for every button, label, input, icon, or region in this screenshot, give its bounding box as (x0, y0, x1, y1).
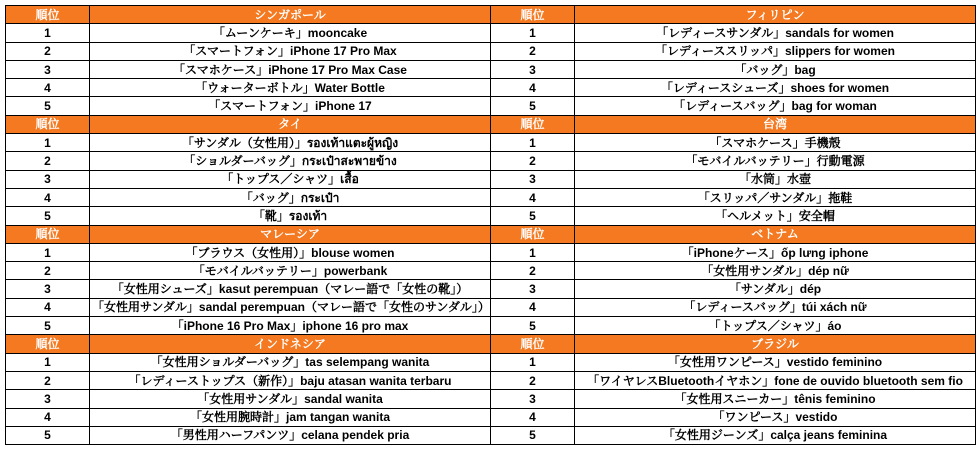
item-cell: 「女性用ショルダーバッグ」tas selempang wanita (90, 353, 491, 371)
rank-number: 3 (6, 280, 90, 298)
rank-number: 1 (491, 243, 575, 261)
table-row (6, 408, 976, 426)
country-name-philippines: フィリピン (575, 6, 976, 24)
rank-number: 2 (491, 42, 575, 60)
item-cell: 「iPhone 16 Pro Max」iphone 16 pro max (90, 317, 491, 335)
country-name-indonesia: インドネシア (90, 335, 491, 353)
item-cell: 「レディーストップス（新作）」baju atasan wanita terbaru (90, 371, 491, 389)
rank-column-header: 順位 (491, 335, 575, 353)
rank-column-header: 順位 (6, 225, 90, 243)
item-cell: 「女性用サンダル」sandal perempuan（マレー語で「女性のサンダル」） (90, 298, 491, 316)
rank-number: 4 (6, 188, 90, 206)
item-cell: 「サンダル（女性用）」รองเท้าแตะผู้หญิง (90, 134, 491, 152)
rank-number: 3 (491, 60, 575, 78)
table-row (6, 243, 976, 261)
rank-number: 4 (6, 79, 90, 97)
rank-number: 1 (491, 353, 575, 371)
item-cell: 「トップス／シャツ」áo (575, 317, 976, 335)
rank-number: 3 (491, 280, 575, 298)
rank-number: 5 (491, 426, 575, 444)
rank-column-header: 順位 (6, 115, 90, 133)
item-cell: 「ショルダーバッグ」กระเป๋าสะพายข้าง (90, 152, 491, 170)
table-row (6, 390, 976, 408)
country-name-taiwan: 台湾 (575, 115, 976, 133)
table-row (6, 371, 976, 389)
item-cell: 「レディースバッグ」túi xách nữ (575, 298, 976, 316)
item-cell: 「ワンピース」vestido (575, 408, 976, 426)
rank-number: 5 (6, 97, 90, 115)
country-header-row (6, 6, 976, 24)
rank-number: 1 (6, 353, 90, 371)
item-cell: 「女性用シューズ」kasut perempuan（マレー語で「女性の靴」） (90, 280, 491, 298)
rank-number: 4 (491, 188, 575, 206)
rank-column-header: 順位 (491, 6, 575, 24)
table-row (6, 262, 976, 280)
rank-number: 2 (6, 42, 90, 60)
rank-number: 5 (491, 207, 575, 225)
table-row (6, 426, 976, 444)
rank-number: 1 (491, 134, 575, 152)
table-row (6, 170, 976, 188)
rank-number: 3 (6, 170, 90, 188)
rank-number: 2 (491, 152, 575, 170)
item-cell: 「女性用サンダル」dép nữ (575, 262, 976, 280)
item-cell: 「スマホケース」手機殼 (575, 134, 976, 152)
item-cell: 「スマホケース」iPhone 17 Pro Max Case (90, 60, 491, 78)
rank-number: 4 (491, 298, 575, 316)
table-row (6, 280, 976, 298)
ranking-table (5, 5, 976, 445)
table-row (6, 60, 976, 78)
rank-number: 2 (6, 371, 90, 389)
item-cell: 「ヘルメット」安全帽 (575, 207, 976, 225)
item-cell: 「スマートフォン」iPhone 17 Pro Max (90, 42, 491, 60)
country-name-brazil: ブラジル (575, 335, 976, 353)
rank-number: 2 (491, 371, 575, 389)
table-row (6, 24, 976, 42)
country-header-row (6, 115, 976, 133)
table-row (6, 79, 976, 97)
item-cell: 「サンダル」dép (575, 280, 976, 298)
item-cell: 「男性用ハーフパンツ」celana pendek pria (90, 426, 491, 444)
rank-number: 5 (491, 317, 575, 335)
item-cell: 「ワイヤレスBluetoothイヤホン」fone de ouvido bluetooth sem fio (575, 371, 976, 389)
rank-number: 3 (491, 170, 575, 188)
item-cell: 「水筒」水壺 (575, 170, 976, 188)
item-cell: 「レディースバッグ」bag for woman (575, 97, 976, 115)
rank-number: 1 (6, 134, 90, 152)
country-name-thailand: タイ (90, 115, 491, 133)
rank-column-header: 順位 (6, 335, 90, 353)
item-cell: 「バッグ」กระเป๋า (90, 188, 491, 206)
table-row (6, 317, 976, 335)
rank-number: 1 (6, 24, 90, 42)
rank-number: 3 (6, 60, 90, 78)
rank-number: 5 (491, 97, 575, 115)
item-cell: 「レディースシューズ」shoes for women (575, 79, 976, 97)
item-cell: 「女性用ワンピース」vestido feminino (575, 353, 976, 371)
item-cell: 「モバイルバッテリー」powerbank (90, 262, 491, 280)
table-row (6, 207, 976, 225)
item-cell: 「女性用サンダル」sandal wanita (90, 390, 491, 408)
rank-number: 3 (491, 390, 575, 408)
country-header-row (6, 335, 976, 353)
rank-number: 5 (6, 207, 90, 225)
rank-number: 1 (6, 243, 90, 261)
rank-number: 5 (6, 426, 90, 444)
rank-number: 4 (6, 408, 90, 426)
country-name-malaysia: マレーシア (90, 225, 491, 243)
rank-number: 4 (491, 408, 575, 426)
ranking-table-container (5, 5, 976, 445)
rank-number: 4 (6, 298, 90, 316)
item-cell: 「レディーススリッパ」slippers for women (575, 42, 976, 60)
item-cell: 「ブラウス（女性用）」blouse women (90, 243, 491, 261)
item-cell: 「ウォーターボトル」Water Bottle (90, 79, 491, 97)
country-name-vietnam: ベトナム (575, 225, 976, 243)
item-cell: 「スリッパ／サンダル」拖鞋 (575, 188, 976, 206)
item-cell: 「ムーンケーキ」mooncake (90, 24, 491, 42)
rank-column-header: 順位 (491, 225, 575, 243)
item-cell: 「トップス／シャツ」เสื้อ (90, 170, 491, 188)
item-cell: 「バッグ」bag (575, 60, 976, 78)
table-row (6, 298, 976, 316)
table-row (6, 188, 976, 206)
table-row (6, 152, 976, 170)
country-header-row (6, 225, 976, 243)
item-cell: 「スマートフォン」iPhone 17 (90, 97, 491, 115)
item-cell: 「女性用スニーカー」tênis feminino (575, 390, 976, 408)
item-cell: 「女性用ジーンズ」calça jeans feminina (575, 426, 976, 444)
item-cell: 「靴」รองเท้า (90, 207, 491, 225)
rank-number: 1 (491, 24, 575, 42)
item-cell: 「iPhoneケース」ốp lưng iphone (575, 243, 976, 261)
item-cell: 「女性用腕時計」jam tangan wanita (90, 408, 491, 426)
table-row (6, 353, 976, 371)
rank-number: 4 (491, 79, 575, 97)
country-name-singapore: シンガポール (90, 6, 491, 24)
table-row (6, 97, 976, 115)
rank-number: 2 (6, 262, 90, 280)
rank-number: 2 (491, 262, 575, 280)
item-cell: 「モバイルバッテリー」行動電源 (575, 152, 976, 170)
rank-number: 2 (6, 152, 90, 170)
rank-number: 3 (6, 390, 90, 408)
item-cell: 「レディースサンダル」sandals for women (575, 24, 976, 42)
rank-column-header: 順位 (6, 6, 90, 24)
table-row (6, 42, 976, 60)
rank-column-header: 順位 (491, 115, 575, 133)
table-row (6, 134, 976, 152)
rank-number: 5 (6, 317, 90, 335)
